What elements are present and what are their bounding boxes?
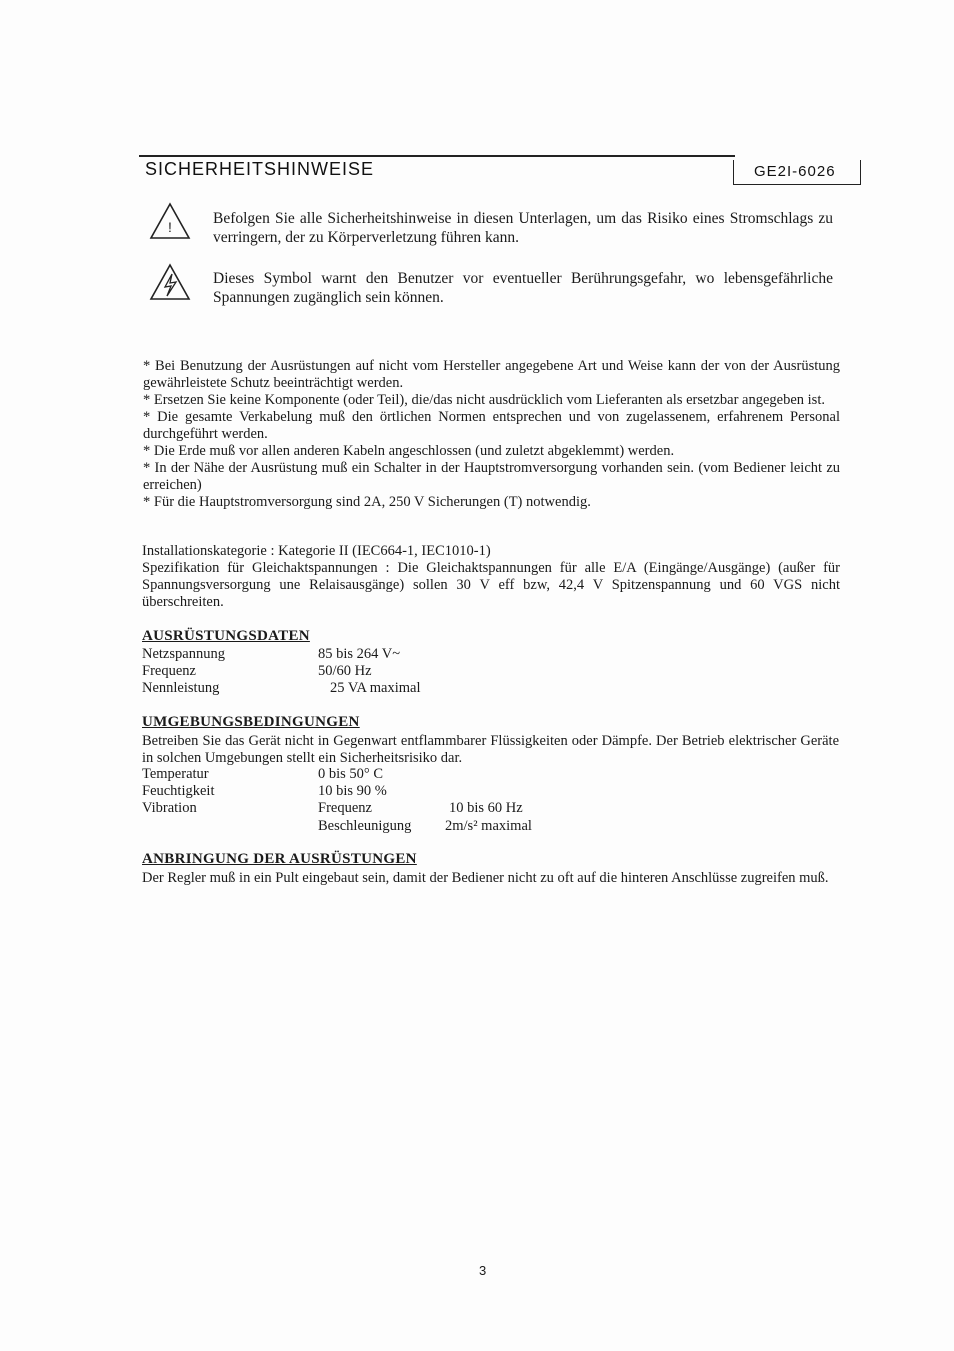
safety-notes — [143, 358, 840, 511]
note-item: * Ersetzen Sie keine Komponente (oder Teil), die/das nicht ausdrücklich vom Lieferanten als ersetzbar angegeben ist. — [143, 392, 825, 408]
page-number: 3 — [479, 1263, 487, 1278]
environment-label: Vibration — [142, 800, 197, 816]
environment-heading: UMGEBUNGSBEDINGUNGEN — [142, 714, 360, 730]
header-rule — [139, 155, 735, 157]
equipment-value: 50/60 Hz — [318, 663, 372, 679]
equipment-value: 25 VA maximal — [330, 680, 421, 696]
environment-label: Temperatur — [142, 766, 209, 782]
page-title: SICHERHEITSHINWEISE — [145, 159, 375, 179]
equipment-label: Nennleistung — [142, 680, 220, 696]
environment-label: Feuchtigkeit — [142, 783, 215, 799]
environment-value-2: 2m/s² maximal — [445, 818, 532, 834]
equipment-label: Frequenz — [142, 663, 196, 679]
installation-block — [142, 543, 840, 611]
equipment-label: Netzspannung — [142, 646, 225, 662]
svg-text:!: ! — [168, 219, 172, 235]
environment-value: 0 bis 50° C — [318, 766, 384, 782]
mounting-heading: ANBRINGUNG DER AUSRÜSTUNGEN — [142, 851, 417, 867]
note-item: * Für die Hauptstromversorgung sind 2A, 250 V Sicherungen (T) notwendig. — [143, 494, 591, 510]
warning-text-1: Befolgen Sie alle Sicherheitshinweise in diesen Unterlagen, um das Risiko eines Stromschlags zu verringern, der zu Körperverletzung führen kann. — [213, 210, 833, 246]
equipment-value: 85 bis 264 V~ — [318, 646, 401, 662]
warning-text-2: Dieses Symbol warnt den Benutzer vor eventueller Berührungsgefahr, wo lebensgefährliche Spannungen zugänglich sein können. — [213, 270, 833, 306]
environment-value-2: 10 bis 60 Hz — [449, 800, 523, 816]
equipment-heading: AUSRÜSTUNGSDATEN — [142, 628, 310, 644]
note-item: * In der Nähe der Ausrüstung muß ein Schalter in der Hauptstromversorgung vorhanden sein. (vom Bediener leicht zu erreichen) — [143, 460, 840, 493]
environment-text: Betreiben Sie das Gerät nicht in Gegenwart entflammbarer Flüssigkeiten oder Dämpfe. Der Betrieb elektrischer Geräte in solchen Umgebungen stellt ein Sicherheitsrisiko dar. — [142, 733, 839, 766]
document-code: GE2I-6026 — [754, 163, 836, 180]
warning-triangle-icon — [148, 201, 192, 241]
environment-value: Frequenz — [318, 800, 372, 816]
installation-category: Installationskategorie : Kategorie II (IEC664-1, IEC1010-1) — [142, 543, 491, 559]
mounting-text: Der Regler muß in ein Pult eingebaut sein, damit der Bediener nicht zu oft auf die hinteren Anschlüsse zugreifen muß. — [142, 870, 829, 886]
note-item: * Bei Benutzung der Ausrüstungen auf nicht vom Hersteller angegebene Art und Weise kann der von der Ausrüstung gewährleistete Schutz beeinträchtigt werden. — [143, 358, 840, 391]
environment-value: Beschleunigung — [318, 818, 412, 834]
environment-value: 10 bis 90 % — [318, 783, 387, 799]
note-item: * Die Erde muß vor allen anderen Kabeln angeschlossen (und zuletzt abgeklemmt) werden. — [143, 443, 675, 459]
common-mode-spec: Spezifikation für Gleichaktspannungen : Die Gleichaktspannungen für alle E/A (Eingänge/Ausgänge) (außer für Spannungsversorgung une Relaisausgänge) sollen 30 V eff bzw, 42,4 V Spitzenspannung und 60 VGS nicht überschreiten. — [142, 560, 840, 610]
high-voltage-icon — [148, 262, 192, 302]
note-item: * Die gesamte Verkabelung muß den örtlichen Normen entsprechen und von zugelassenem, erfahrenem Personal durchgeführt werden. — [143, 409, 840, 442]
